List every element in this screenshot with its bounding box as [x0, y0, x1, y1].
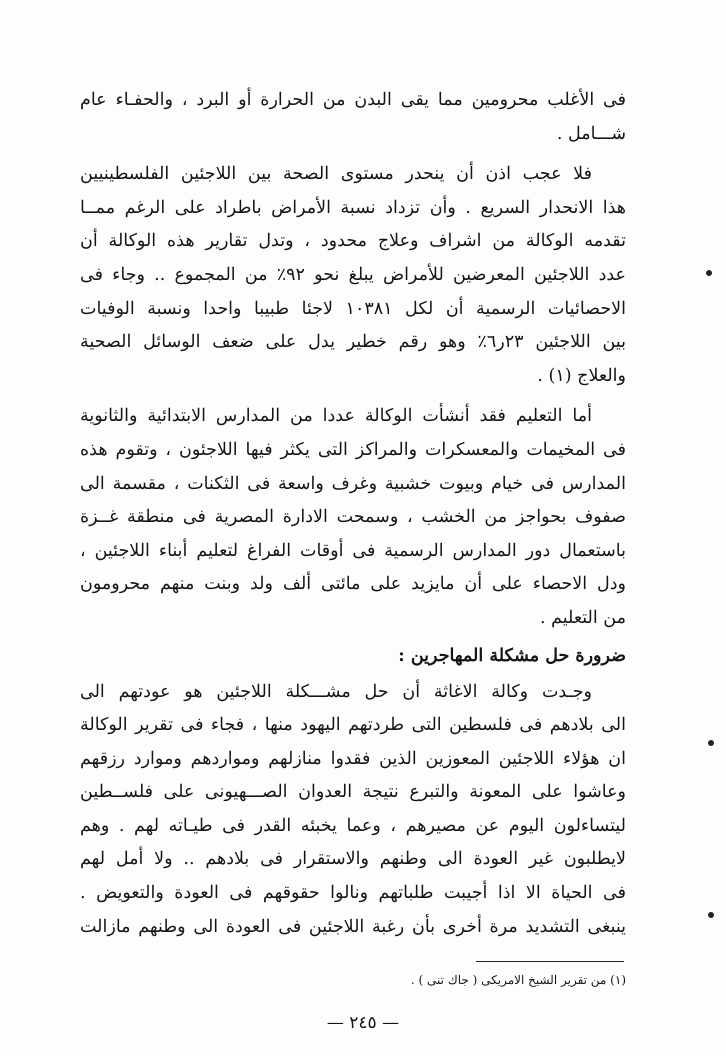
text-line: المدارس فى خيام وبيوت خشبية وغرف واسعة فى الثكنات ، مقسمة الى — [80, 473, 626, 494]
text-line: فى الأغلب محرومين مما يقى البدن من الحرارة أو البرد ، والحفـاء عام — [80, 90, 626, 110]
text-line: الاحصائيات الرسمية أن لكل ١٠٣٨١ لاجئا طبيبا واحدا ونسبة الوفيات — [80, 298, 626, 319]
text-line: ان هؤلاء اللاجئين المعوزين الذين فقدوا منازلهم ومواردهم وموارد رزقهم — [80, 748, 626, 769]
paragraph-education — [80, 400, 626, 635]
text-line: من التعليم . — [539, 607, 626, 628]
scan-speck — [706, 270, 712, 276]
text-line: والعلاج (١) . — [537, 365, 626, 386]
scan-speck — [708, 912, 714, 918]
text-line: فى الحياة الا اذا أجيبت طلباتهم ونالوا حقوقهم فى العودة والتعويض . — [80, 883, 626, 904]
text-line: وجـدت وكالة الاغاثة أن حل مشـــكلة اللاجئين هو عودتهم الى — [80, 681, 592, 702]
footnote: (١) من تقرير الشيخ الامريكى ( جاك تنى ) . — [410, 973, 626, 987]
scan-speck — [708, 740, 714, 746]
text-line: ليتساءلون اليوم عن مصيرهم ، وعما يخبئه القدر فى طيـاته لهم . وهم — [80, 815, 626, 836]
text-line: صفوف بحواجز من الخشب ، وسمحت الادارة المصرية فى منطقة غــزة — [80, 507, 626, 528]
text-line: فى المخيمات والمعسكرات والمراكز التى يكثر فيها اللاجئون ، وتقوم هذه — [80, 439, 626, 460]
text-line: باستعمال دور المدارس الرسمية فى أوقات الفراغ لتعليم أبناء اللاجئين ، — [80, 540, 626, 561]
text-line: لايطلبون غير العودة الى وطنهم والاستقرار فى بلادهم .. ولا أمل لهم — [80, 849, 626, 870]
text-line: تقدمه الوكالة من اشراف وعلاج محدود ، وتدل تقارير هذه الوكالة أن — [80, 231, 626, 252]
text-line: ودل الاحصاء على أن مايزيد على مائتى ألف ولد وبنت منهم محرومون — [80, 574, 626, 595]
text-line: فلا عجب اذن أن ينحدر مستوى الصحة بين اللاجئين الفلسطينيين — [80, 164, 592, 185]
page-number: — ٢٤٥ — — [326, 1013, 400, 1033]
text-line: وعاشوا على المعونة والتبرع نتيجة العدوان الصـــهيونى على فلســطين — [80, 782, 626, 803]
text-line: الى بلادهم فى فلسطين التى طردتهم اليهود منها ، فجاء فى تقرير الوكالة — [80, 715, 626, 736]
text-line: أما التعليم فقد أنشأت الوكالة عددا من المدارس الابتدائية والثانوية — [80, 406, 592, 427]
footnote-divider — [476, 961, 624, 962]
paragraph-clothing — [80, 84, 626, 151]
text-line: عدد اللاجئين المعرضين للأمراض يبلغ نحو ٩٢٪ من المجموع .. وجاء فى — [80, 264, 626, 285]
section-heading: ضرورة حل مشكلة المهاجرين : — [398, 645, 626, 666]
paragraph-health — [80, 158, 626, 393]
text-line: شـــامل . — [556, 123, 626, 144]
text-line: هذا الانحدار السريع . وأن تزداد نسبة الأمراض باطراد على الرغم ممــا — [80, 197, 626, 218]
body-text — [80, 84, 626, 944]
paragraph-return — [80, 676, 626, 945]
text-line: ينبغى التشديد مرة أخرى بأن رغبة اللاجئين فى العودة الى وطنهم مازالت — [80, 916, 626, 937]
text-line: بين اللاجئين ٢٣ر٦٪ وهو رقم خطير يدل على ضعف الوسائل الصحية — [80, 332, 626, 353]
